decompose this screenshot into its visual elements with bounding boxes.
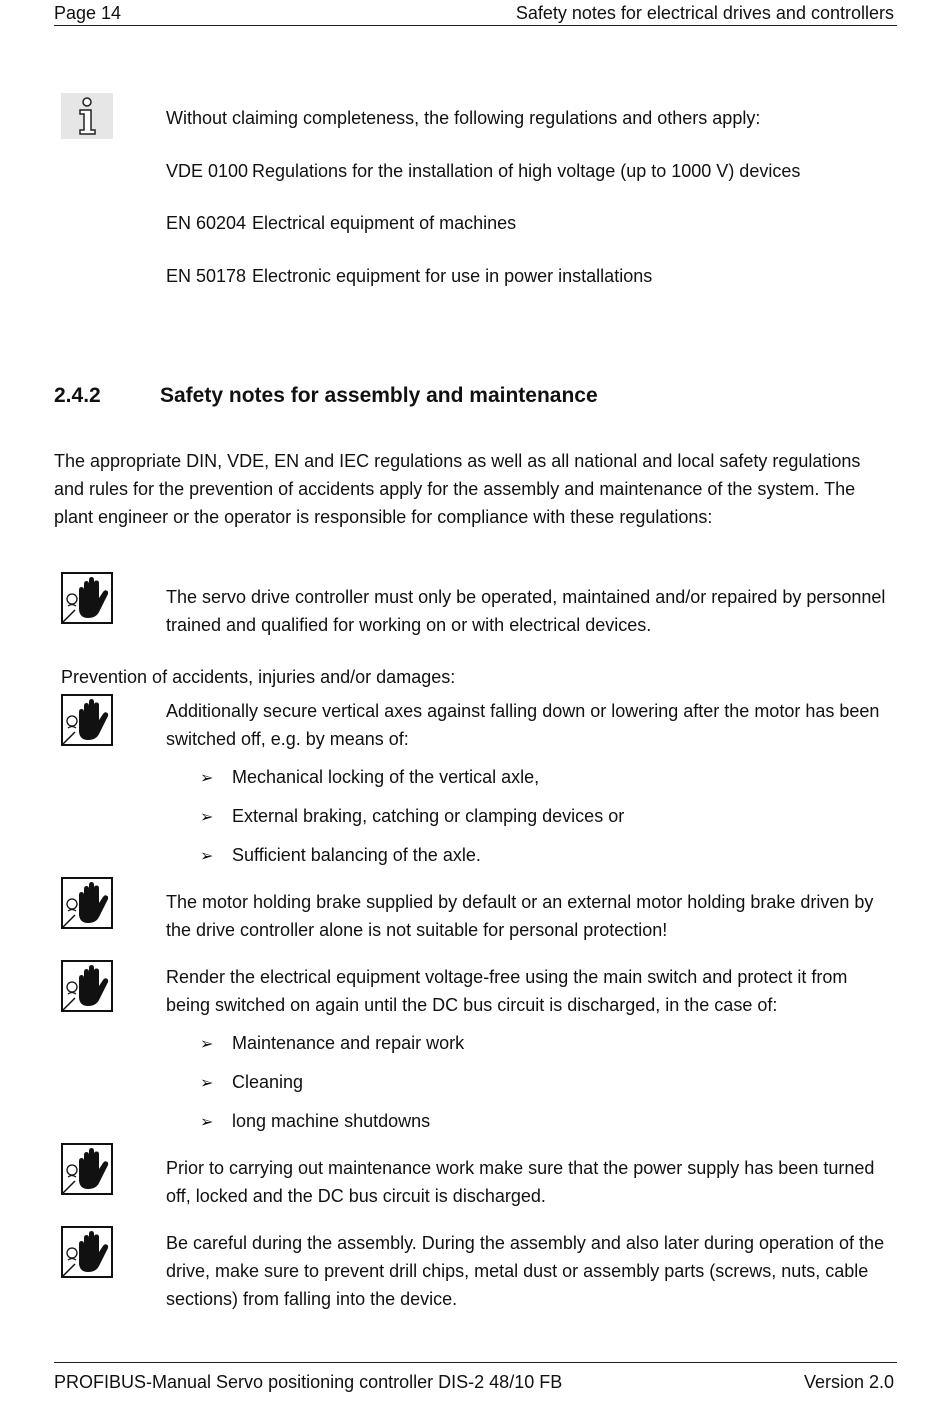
regulation-code: EN 50178 (166, 266, 247, 286)
regulation-text: Regulations for the installation of high voltage (up to 1000 V) devices (252, 161, 801, 181)
regulation-item (166, 209, 894, 237)
bullet-marker: ➢ (200, 809, 214, 826)
note-personnel: The servo drive controller must only be operated, maintained and/or repaired by personnel trained and qualified for working on or with electrical devices. (166, 587, 886, 635)
footer-version: Version 2.0 (803, 1372, 894, 1392)
note-maintenance: Prior to carrying out maintenance work make sure that the power supply has been turned off, locked and the DC bus circuit is discharged. (166, 1158, 875, 1206)
bullet-marker: ➢ (200, 1075, 214, 1092)
list-item-text: long machine shutdowns (232, 1111, 431, 1131)
note-vertical-axes: Additionally secure vertical axes against falling down or lowering after the motor has been switched off, e.g. by means of: (166, 701, 880, 749)
section-number: 2.4.2 (54, 384, 101, 407)
warning-hand-icon (61, 877, 113, 929)
header-rule (54, 25, 897, 26)
footer-rule (54, 1362, 897, 1363)
regulation-code: EN 60204 (166, 213, 247, 233)
prevention-heading: Prevention of accidents, injuries and/or damages: (61, 667, 456, 687)
warning-hand-icon (61, 960, 113, 1012)
footer-title: PROFIBUS-Manual Servo positioning controller DIS-2 48/10 FB (54, 1372, 563, 1392)
regulation-text: Electrical equipment of machines (252, 213, 517, 233)
list-item-text: Mechanical locking of the vertical axle, (232, 767, 540, 787)
info-icon (61, 93, 113, 145)
section-intro: The appropriate DIN, VDE, EN and IEC regulations as well as all national and local safety regulations and rules for the prevention of accidents apply for the assembly and maintenance of the system. The plant engineer or the operator is responsible for compliance with these regulations: (54, 451, 861, 527)
bullet-marker: ➢ (200, 1036, 214, 1053)
warning-hand-icon (61, 1143, 113, 1195)
list-item (200, 804, 624, 830)
list-item-text: Cleaning (232, 1072, 304, 1092)
regulation-code: VDE 0100 (166, 161, 249, 181)
note-brake: The motor holding brake supplied by default or an external motor holding brake driven by the drive controller alone is not suitable for personal protection! (166, 892, 874, 940)
page-number: Page 14 (54, 3, 122, 23)
warning-hand-icon (61, 572, 113, 624)
section-title: Safety notes for assembly and maintenance (160, 384, 598, 407)
list-item-text: Maintenance and repair work (232, 1033, 465, 1053)
bullet-marker: ➢ (200, 1114, 214, 1131)
header-title: Safety notes for electrical drives and controllers (515, 3, 894, 23)
regulations-intro: Without claiming completeness, the following regulations and others apply: (166, 108, 761, 128)
regulation-item (166, 262, 894, 290)
list-item (200, 1109, 430, 1135)
list-item-text: Sufficient balancing of the axle. (232, 845, 481, 865)
regulation-text: Electronic equipment for use in power installations (252, 266, 653, 286)
list-item (200, 843, 481, 869)
list-item (200, 1070, 303, 1096)
regulation-item (166, 157, 894, 185)
bullet-marker: ➢ (200, 770, 214, 787)
bullet-marker: ➢ (200, 848, 214, 865)
list-item (200, 1031, 464, 1057)
list-item-text: External braking, catching or clamping devices or (232, 806, 625, 826)
warning-hand-icon (61, 1226, 113, 1278)
note-voltage-free: Render the electrical equipment voltage-free using the main switch and protect it from being switched on again until the DC bus circuit is discharged, in the case of: (166, 967, 848, 1015)
list-item (200, 765, 539, 791)
warning-hand-icon (61, 694, 113, 746)
note-assembly: Be careful during the assembly. During the assembly and also later during operation of the drive, make sure to prevent drill chips, metal dust or assembly parts (screws, nuts, cable sections) from falling into the device. (166, 1233, 885, 1309)
